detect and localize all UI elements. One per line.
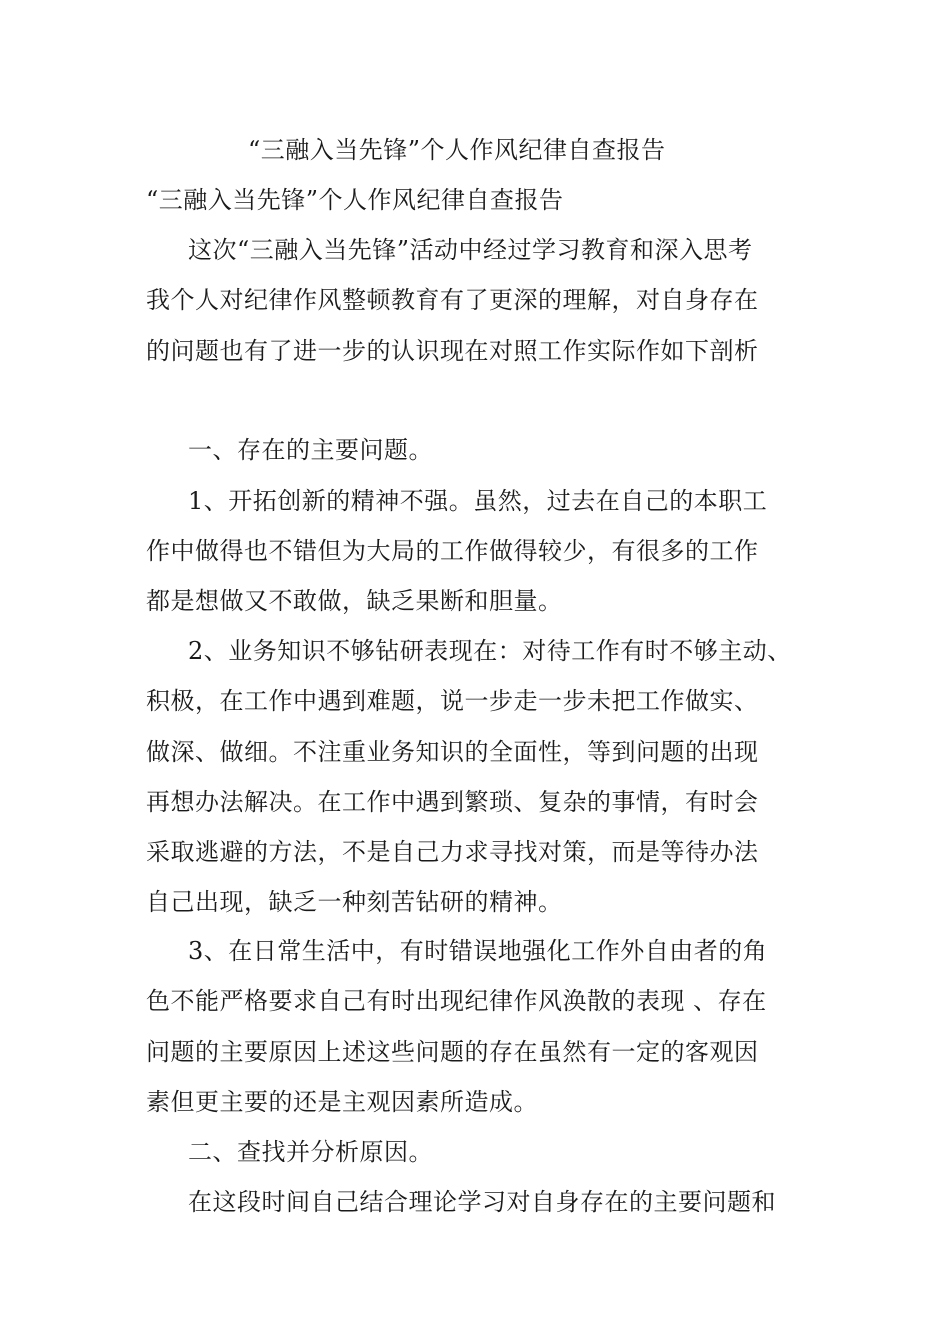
paragraph-line: 做深、做细。不注重业务知识的全面性，等到问题的出现 xyxy=(146,738,759,766)
paragraph-line: 再想办法解决。在工作中遇到繁琐、复杂的事情，有时会 xyxy=(146,788,759,816)
paragraph-line: 这次“三融入当先锋”活动中经过学习教育和深入思考 xyxy=(188,236,753,264)
document-title: “三融入当先锋”个人作风纪律自查报告 xyxy=(248,136,666,164)
section-heading: 一、存在的主要问题。 xyxy=(188,436,433,464)
section-heading: 二、查找并分析原因。 xyxy=(188,1138,433,1166)
paragraph-line: 作中做得也不错但为大局的工作做得较少，有很多的工作 xyxy=(146,537,759,565)
paragraph-line: 的问题也有了进一步的认识现在对照工作实际作如下剖析 xyxy=(146,337,759,365)
paragraph-line: 2、业务知识不够钻研表现在：对待工作有时不够主动、 xyxy=(188,637,792,665)
paragraph-line: 自己出现，缺乏一种刻苦钻研的精神。 xyxy=(146,888,563,916)
paragraph-line: 3、在日常生活中，有时错误地强化工作外自由者的角 xyxy=(188,937,768,965)
paragraph-line: 都是想做又不敢做，缺乏果断和胆量。 xyxy=(146,587,563,615)
paragraph-line: 积极，在工作中遇到难题，说一步走一步未把工作做实、 xyxy=(146,687,759,715)
document-subtitle: “三融入当先锋”个人作风纪律自查报告 xyxy=(146,186,564,214)
paragraph-line: 问题的主要原因上述这些问题的存在虽然有一定的客观因 xyxy=(146,1038,759,1066)
paragraph-line: 采取逃避的方法，不是自己力求寻找对策，而是等待办法 xyxy=(146,838,759,866)
paragraph-line: 我个人对纪律作风整顿教育有了更深的理解，对自身存在 xyxy=(146,286,759,314)
paragraph-line: 色不能严格要求自己有时出现纪律作风涣散的表现 、存在 xyxy=(146,987,767,1015)
paragraph-line: 在这段时间自己结合理论学习对自身存在的主要问题和 xyxy=(188,1188,776,1216)
paragraph-line: 素但更主要的还是主观因素所造成。 xyxy=(146,1088,538,1116)
paragraph-line: 1、开拓创新的精神不强。虽然，过去在自己的本职工 xyxy=(188,487,768,515)
